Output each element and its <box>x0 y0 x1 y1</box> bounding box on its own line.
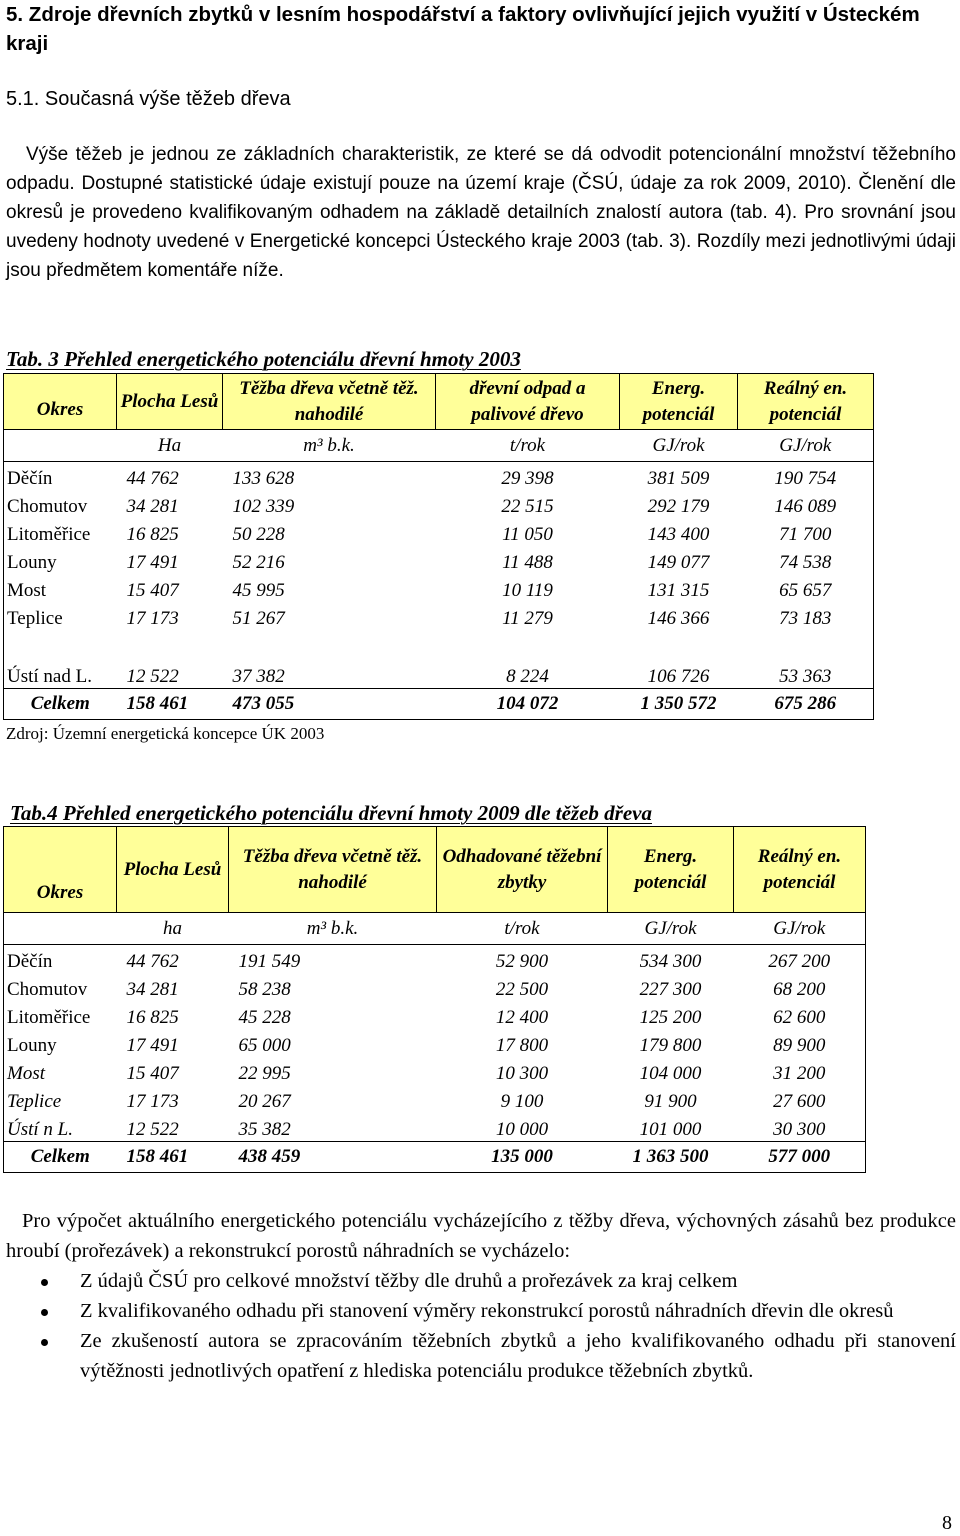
table-unit-cell: t/rok <box>509 434 546 456</box>
value-cell: 381 509 <box>620 462 738 491</box>
table-header-cell: dřevní odpad a palivové dřevo <box>436 374 620 430</box>
table-unit-cell: m³ b.k. <box>306 917 359 939</box>
table4 <box>3 826 866 1173</box>
total-cell: 135 000 <box>437 1142 608 1173</box>
value-cell: 22 995 <box>238 1063 291 1084</box>
value-cell: 16 825 <box>126 524 179 545</box>
value-cell: 73 183 <box>738 602 874 630</box>
value-cell: 12 522 <box>126 1119 179 1140</box>
value-cell: 15 407 <box>126 580 179 601</box>
bullet-text: Z kvalifikovaného odhadu při stanovení výměry rekonstrukcí porostů náhradních dřevin dle okresů <box>80 1300 894 1322</box>
table-row <box>4 973 866 1001</box>
table-header-cell: Energ. potenciál <box>620 374 738 430</box>
district-cell: Litoměřice <box>4 1001 117 1029</box>
table-unit-cell: GJ/rok <box>738 430 874 462</box>
value-cell: 22 500 <box>495 979 549 1000</box>
total-cell: 158 461 <box>117 689 223 720</box>
total-cell: 158 461 <box>117 1142 229 1173</box>
value-cell: 53 363 <box>738 630 874 689</box>
value-cell: 12 400 <box>495 1007 549 1028</box>
table-header-cell: Reálný en. potenciál <box>738 374 874 430</box>
bullet-dot-icon <box>41 1339 48 1346</box>
table-row <box>4 462 874 491</box>
value-cell: 17 800 <box>495 1035 549 1056</box>
value-cell: 15 407 <box>126 1063 179 1084</box>
value-cell: 8 224 <box>506 666 549 687</box>
table-unit-cell: GJ/rok <box>644 917 697 939</box>
value-cell: 146 089 <box>738 490 874 518</box>
table3-caption: Tab. 3 Přehled energetického potenciálu dřevní hmoty 2003 <box>6 347 521 371</box>
value-cell: 34 281 <box>126 496 179 517</box>
table-header-cell: Plocha Lesů <box>117 827 229 913</box>
table-row <box>4 1057 866 1085</box>
value-cell: 71 700 <box>738 518 874 546</box>
total-cell: 104 072 <box>436 689 620 720</box>
value-cell: 89 900 <box>734 1029 866 1057</box>
value-cell: 11 050 <box>502 524 553 545</box>
table-unit-cell: Ha <box>157 434 182 456</box>
value-cell: 534 300 <box>608 945 734 974</box>
closing-paragraph: Pro výpočet aktuálního energetického potenciálu vycházejícího z těžby dřeva, výchovných zásahů bez produkce hroubí (prořezávek) a rekonstrukcí porostů náhradních se vycházelo: <box>6 1210 956 1262</box>
district-cell: Louny <box>4 1029 117 1057</box>
table-unit-cell <box>4 913 117 945</box>
table-row <box>4 602 874 630</box>
district-cell: Chomutov <box>4 973 117 1001</box>
district-cell: Teplice <box>4 1085 117 1113</box>
value-cell: 11 279 <box>502 608 553 629</box>
value-cell: 17 491 <box>126 552 179 573</box>
district-cell: Ústí n L. <box>4 1113 117 1142</box>
total-cell: Celkem <box>4 1142 117 1173</box>
table-header-cell: Energ. potenciál <box>608 827 734 913</box>
table-header-cell: Těžba dřeva včetně těž. nahodilé <box>229 827 437 913</box>
total-cell: 1 350 572 <box>620 689 738 720</box>
value-cell: 190 754 <box>738 462 874 491</box>
bullet-list <box>0 1266 956 1386</box>
value-cell: 22 515 <box>501 496 554 517</box>
value-cell: 44 762 <box>117 945 229 974</box>
value-cell: 12 522 <box>126 666 179 687</box>
table-unit-cell: GJ/rok <box>652 434 705 456</box>
value-cell: 143 400 <box>647 524 710 545</box>
value-cell: 106 726 <box>647 666 710 687</box>
table-unit-cell: GJ/rok <box>734 913 866 945</box>
table-header-cell: Plocha Lesů <box>117 374 223 430</box>
district-cell: Most <box>4 1057 117 1085</box>
bullet-text: Ze zkušeností autora se zpracováním těžebních zbytků a jeho kvalifikovaného odhadu při stanovení výtěžnosti jednotlivých opatření z hlediska potenciálu produkce těžebních zbytků. <box>80 1330 956 1382</box>
table-row <box>4 546 874 574</box>
table-header-cell: Reálný en. potenciál <box>734 827 866 913</box>
value-cell: 52 900 <box>437 945 608 974</box>
table-row <box>4 945 866 974</box>
bullet-dot-icon <box>41 1309 48 1316</box>
bullet-item <box>0 1296 956 1326</box>
table-header-cell: Okres <box>4 827 117 913</box>
value-cell: 292 179 <box>647 496 710 517</box>
district-cell: Louny <box>4 546 117 574</box>
district-cell: Chomutov <box>4 490 117 518</box>
value-cell: 102 339 <box>232 496 295 517</box>
district-cell: Ústí nad L. <box>4 630 117 689</box>
total-cell: 438 459 <box>229 1142 437 1173</box>
table-header-cell: Okres <box>4 374 117 430</box>
district-cell: Teplice <box>4 602 117 630</box>
value-cell: 179 800 <box>639 1035 702 1056</box>
section-heading: 5. Zdroje dřevních zbytků v lesním hospodářství a faktory ovlivňující jejich využití v Ústeckém kraji <box>6 3 920 55</box>
table-row <box>4 1001 866 1029</box>
bullet-item <box>0 1326 956 1386</box>
table-row <box>4 518 874 546</box>
value-cell: 35 382 <box>238 1119 291 1140</box>
table-unit-cell: m³ b.k. <box>303 434 355 456</box>
value-cell: 149 077 <box>647 552 710 573</box>
value-cell: 10 000 <box>495 1119 549 1140</box>
value-cell: 52 216 <box>232 552 285 573</box>
table-total-row <box>4 689 874 720</box>
table-row <box>4 574 874 602</box>
value-cell: 45 995 <box>232 580 285 601</box>
total-cell: 1 363 500 <box>608 1142 734 1173</box>
bullet-item <box>0 1266 956 1296</box>
value-cell: 65 000 <box>238 1035 291 1056</box>
value-cell: 20 267 <box>238 1091 291 1112</box>
table-header-cell: Těžba dřeva včetně těž. nahodilé <box>223 374 436 430</box>
value-cell: 10 119 <box>502 580 553 601</box>
value-cell: 74 538 <box>738 546 874 574</box>
value-cell: 16 825 <box>126 1007 179 1028</box>
table-row <box>4 630 874 689</box>
value-cell: 50 228 <box>232 524 285 545</box>
table-header-cell: Odhadované těžební zbytky <box>437 827 608 913</box>
value-cell: 51 267 <box>232 608 285 629</box>
district-cell: Most <box>4 574 117 602</box>
value-cell: 29 398 <box>436 462 620 491</box>
value-cell: 45 228 <box>238 1007 291 1028</box>
value-cell: 17 173 <box>126 1091 179 1112</box>
value-cell: 267 200 <box>734 945 866 974</box>
value-cell: 133 628 <box>223 462 436 491</box>
value-cell: 62 600 <box>734 1001 866 1029</box>
value-cell: 10 300 <box>495 1063 549 1084</box>
table3 <box>3 373 874 720</box>
value-cell: 30 300 <box>734 1113 866 1142</box>
value-cell: 9 100 <box>500 1091 544 1112</box>
total-cell: 577 000 <box>734 1142 866 1173</box>
table-total-row <box>4 1142 866 1173</box>
value-cell: 44 762 <box>117 462 223 491</box>
value-cell: 34 281 <box>126 979 179 1000</box>
value-cell: 125 200 <box>639 1007 702 1028</box>
table-row <box>4 1085 866 1113</box>
total-cell: 675 286 <box>738 689 874 720</box>
value-cell: 191 549 <box>229 945 437 974</box>
bullet-text: Z údajů ČSÚ pro celkové množství těžby dle druhů a prořezávek za kraj celkem <box>80 1270 738 1292</box>
value-cell: 11 488 <box>502 552 553 573</box>
value-cell: 227 300 <box>639 979 702 1000</box>
value-cell: 104 000 <box>639 1063 702 1084</box>
table-unit-cell: ha <box>163 917 182 939</box>
value-cell: 131 315 <box>647 580 710 601</box>
value-cell: 68 200 <box>734 973 866 1001</box>
value-cell: 17 173 <box>126 608 179 629</box>
value-cell: 146 366 <box>647 608 710 629</box>
value-cell: 91 900 <box>644 1091 697 1112</box>
bullet-dot-icon <box>41 1279 48 1286</box>
table-row <box>4 1029 866 1057</box>
district-cell: Děčín <box>4 945 117 974</box>
district-cell: Děčín <box>4 462 117 491</box>
subsection-heading: 5.1. Současná výše těžeb dřeva <box>6 88 291 110</box>
table-unit-cell: t/rok <box>504 917 540 939</box>
total-cell: 473 055 <box>223 689 436 720</box>
table-row <box>4 490 874 518</box>
table4-caption: Tab.4 Přehled energetického potenciálu dřevní hmoty 2009 dle těžeb dřeva <box>10 801 652 825</box>
table3-source: Zdroj: Územní energetická koncepce ÚK 2003 <box>6 724 325 743</box>
value-cell: 37 382 <box>232 666 285 687</box>
value-cell: 31 200 <box>734 1057 866 1085</box>
value-cell: 101 000 <box>639 1119 702 1140</box>
table-row <box>4 1113 866 1142</box>
intro-paragraph: Výše těžeb je jednou ze základních charakteristik, ze které se dá odvodit potencionální množství těžebního odpadu. Dostupné statistické údaje existují pouze na území kraje (ČSÚ, údaje za rok 2009, 2010). Členění dle okresů je provedeno kvalifikovaným odhadem na základě detailních znalostí autora (tab. 4). Pro srovnání jsou uvedeny hodnoty uvedené v Energetické koncepci Ústeckého kraje 2003 (tab. 3). Rozdíly mezi jednotlivými údaji jsou předmětem komentáře níže. <box>6 144 956 281</box>
district-cell: Litoměřice <box>4 518 117 546</box>
value-cell: 27 600 <box>734 1085 866 1113</box>
total-cell: Celkem <box>4 689 117 720</box>
page-number: 8 <box>942 1512 952 1534</box>
value-cell: 58 238 <box>238 979 291 1000</box>
value-cell: 65 657 <box>738 574 874 602</box>
value-cell: 17 491 <box>126 1035 179 1056</box>
table-unit-cell <box>4 430 117 462</box>
